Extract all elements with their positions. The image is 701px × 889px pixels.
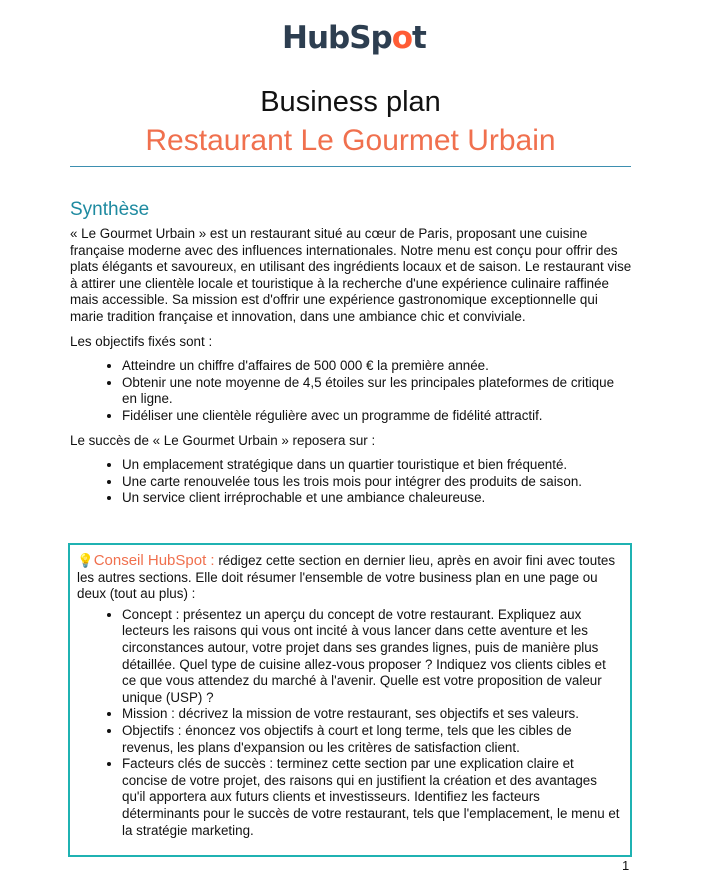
synthese-section bbox=[70, 198, 632, 515]
list-item: • Mission : décrivez la mission de votre restaurant, ses objectifs et ses valeurs. bbox=[122, 706, 620, 723]
list-item: • Atteindre un chiffre d'affaires de 500 000 € la première année. bbox=[122, 358, 632, 375]
tip-text: rédigez cette section en dernier lieu, après en avoir fini avec toutes les autres sections. Elle doit résumer l'ensemble de votre business plan en une page ou deux (tout au plus) : bbox=[77, 553, 616, 602]
lightbulb-icon: 💡 bbox=[77, 553, 94, 568]
list-item: • Fidéliser une clientèle régulière avec un programme de fidélité attractif. bbox=[122, 408, 632, 425]
list-item: • Un service client irréprochable et une ambiance chaleureuse. bbox=[122, 490, 632, 507]
logo-text: HubSp bbox=[282, 20, 392, 56]
section-heading: Synthèse bbox=[70, 199, 150, 220]
list-item: • Concept : présentez un aperçu du concept de votre restaurant. Expliquez aux lecteurs les raisons qui vous ont incité à vous lancer dans cette aventure et les circonstances autour, votre projet dans ses grandes lignes, puis de manière plus détaillée. Quel type de cuisine allez-vous proposer ? Indiquez vos clients cibles et ce que vous attendez du marché à l'avenir. Quelle est votre proposition de valeur unique (USP) ? bbox=[122, 607, 620, 707]
objectives-intro: Les objectifs fixés sont : bbox=[70, 333, 213, 349]
list-item: • Facteurs clés de succès : terminez cette section par une explication claire et concise de votre projet, des raisons qui en justifient la création et des avantages qu'il apportera aux futurs clients et investisseurs. Identifiez les facteurs déterminants pour le succès de votre restaurant, tels que l'emplacement, le menu et la stratégie marketing. bbox=[122, 756, 620, 839]
tip-list bbox=[77, 607, 620, 839]
list-item: • Objectifs : énoncez vos objectifs à court et long terme, tels que les cibles de revenus, les plans d'expansion ou les critères de satisfaction client. bbox=[122, 723, 620, 756]
success-list bbox=[70, 457, 632, 507]
page-number: 1 bbox=[622, 858, 630, 873]
page-subtitle: Restaurant Le Gourmet Urbain bbox=[145, 124, 556, 157]
list-item: • Obtenir une note moyenne de 4,5 étoiles sur les principales plateformes de critique en ligne. bbox=[122, 375, 632, 408]
success-intro: Le succès de « Le Gourmet Urbain » reposera sur : bbox=[70, 432, 376, 448]
list-item: • Un emplacement stratégique dans un quartier touristique et bien fréquenté. bbox=[122, 457, 632, 474]
objectives-list bbox=[70, 358, 632, 424]
logo-text-end: t bbox=[412, 20, 426, 56]
hubspot-logo bbox=[282, 20, 426, 56]
tip-label: Conseil HubSpot : bbox=[93, 552, 215, 569]
hubspot-tip-box bbox=[68, 543, 632, 857]
intro-paragraph: « Le Gourmet Urbain » est un restaurant situé au cœur de Paris, proposant une cuisine française moderne avec des influences internationales. Notre menu est conçu pour offrir des plats élégants et savoureux, en utilisant des ingrédients locaux et de saison. Le restaurant vise à attirer une clientèle locale et touristique à la recherche d'une expérience culinaire raffinée mais accessible. Sa mission est d'offrir une expérience gastronomique exceptionnelle qui marie tradition française et innovation, dans une ambiance chic et conviviale. bbox=[70, 226, 632, 324]
list-item: • Une carte renouvelée tous les trois mois pour intégrer des produits de saison. bbox=[122, 474, 632, 491]
divider bbox=[70, 166, 631, 167]
logo-sprocket: o bbox=[391, 20, 413, 56]
page-title: Business plan bbox=[260, 86, 441, 118]
